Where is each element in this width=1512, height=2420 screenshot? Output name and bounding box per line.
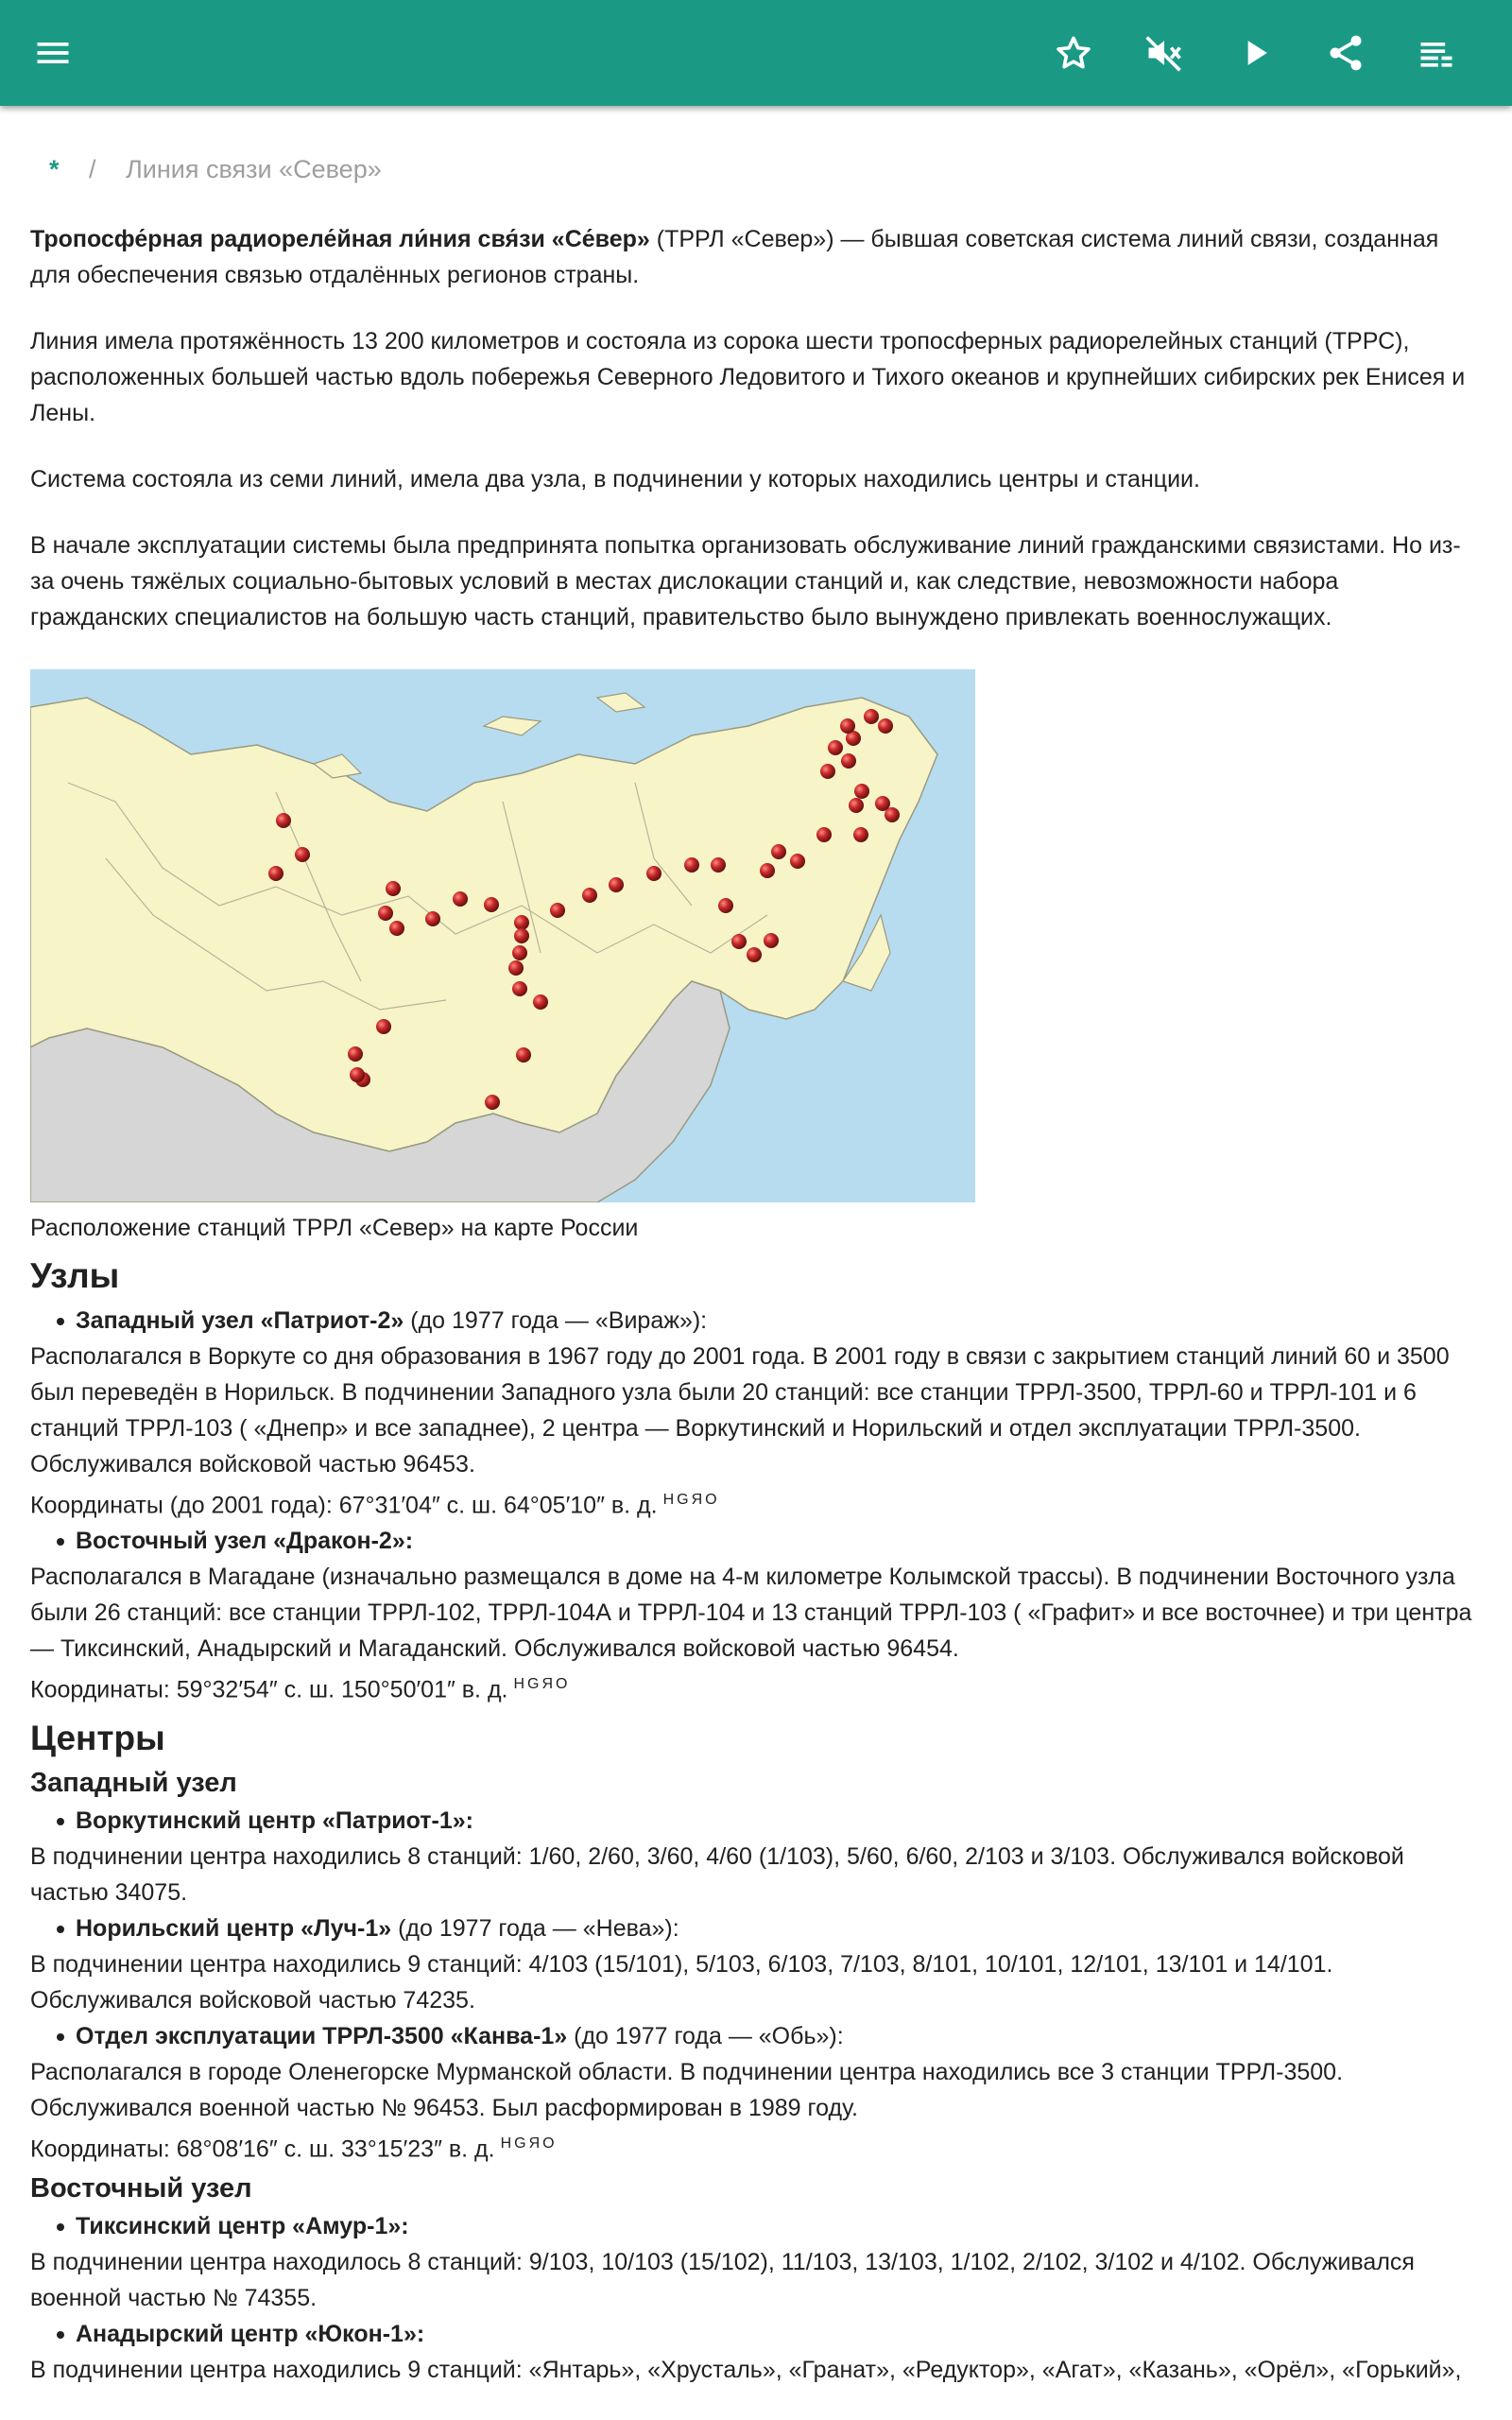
- tiksi-center-title: Тиксинский центр «Амур-1»:: [76, 2208, 1482, 2244]
- app-bar: [0, 0, 1512, 106]
- breadcrumb: [49, 151, 1482, 187]
- station-marker: [853, 827, 868, 842]
- station-marker: [820, 764, 835, 779]
- station-marker: [718, 898, 733, 913]
- east-node-title: Восточный узел «Дракон-2»:: [76, 1523, 1482, 1559]
- station-marker: [508, 960, 524, 976]
- breadcrumb-home[interactable]: *: [49, 155, 60, 183]
- vorkuta-center-text: В подчинении центра находились 8 станций: 1/60, 2/60, 3/60, 4/60 (1/103), 5/60, 6/60, 2/103 и 3/103. Обслуживался войсковой частью 34075.: [30, 1842, 1404, 1906]
- norilsk-center-text: В подчинении центра находились 9 станций: 4/103 (15/101), 5/103, 6/103, 7/103, 8/101, 10/101, 12/101, 13/101 и 14/101. Обслуживался войсковой частью 74235.: [30, 1950, 1333, 2014]
- mute-icon[interactable]: [1134, 23, 1194, 83]
- station-marker: [484, 897, 499, 912]
- station-marker: [816, 827, 832, 842]
- west-node-text: Располагался в Воркуте со дня образования в 1967 году до 2001 года. В 2001 году в связи с закрытием станций линий 60 и 3500 был переведён в Норильск. В подчинении Западного узла были 20 станций: все станции ТРРЛ-3500, ТРРЛ-60 и ТРРЛ-101 и 6 станций ТРРЛ-103 ( «Днепр» и все западнее), 2 центра — Воркутинский и Норильский и отдел эксплуатации ТРРЛ-3500. Обслуживался войсковой частью 96453.: [30, 1343, 1450, 1478]
- station-marker: [512, 945, 527, 960]
- station-marker: [514, 915, 529, 930]
- map-caption: Расположение станций ТРРЛ «Север» на карте России: [30, 1215, 639, 1241]
- vorkuta-center-title: Воркутинский центр «Патриот-1»:: [76, 1803, 1482, 1839]
- share-icon[interactable]: [1315, 23, 1376, 83]
- coords-link[interactable]: HGЯO: [662, 1492, 720, 1508]
- kanva-center-coords: Координаты: 68°08′16″ с. ш. 33°15′23″ в. д. $^{HGЯO}$: [30, 2135, 558, 2162]
- menu-icon[interactable]: [23, 23, 83, 83]
- station-marker: [485, 1095, 500, 1110]
- star-icon[interactable]: [1043, 23, 1104, 83]
- west-node-title: Западный узел «Патриот-2» (до 1977 года — «Вираж»):: [76, 1303, 1482, 1339]
- station-marker: [376, 1019, 391, 1034]
- centers-heading: Центры: [30, 1718, 165, 1757]
- station-marker: [295, 847, 310, 862]
- station-marker: [828, 740, 843, 755]
- station-marker: [646, 866, 662, 881]
- kanva-center-title: Отдел эксплуатации ТРРЛ-3500 «Канва-1» (до 1977 года — «Обь»):: [76, 2018, 1482, 2054]
- anadyr-center-text: В подчинении центра находились 9 станций: «Янтарь», «Хрусталь», «Гранат», «Редуктор», «Агат», «Казань», «Орёл», «Горький»,: [30, 2356, 1462, 2383]
- intro-paragraph-1: Тропосфе́рная радиореле́йная ли́ния свя́зи «Се́вер» (ТРРЛ «Север») — бывшая советская система линий связи, созданная для обеспечения связью отдалённых регионов страны.: [30, 226, 1439, 288]
- station-marker: [878, 718, 893, 734]
- station-marker: [841, 753, 856, 769]
- station-marker: [840, 718, 855, 734]
- station-marker: [849, 798, 864, 813]
- station-marker: [731, 934, 747, 949]
- article: [30, 151, 1482, 2388]
- station-marker: [550, 903, 565, 918]
- intro-paragraph-4: В начале эксплуатации системы была предпринята попытка организовать обслуживание линий гражданскими связистами. Но из-за очень тяжёлых социально-бытовых условий в местах дислокации станций и, как следствие, невозможности набора гражданских специалистов на большую часть станций, правительство было вынуждено привлекать военнослужащих.: [30, 532, 1461, 631]
- station-marker: [684, 857, 699, 873]
- centers-west-heading: Западный узел: [30, 1767, 237, 1798]
- station-marker: [582, 888, 597, 903]
- nodes-heading: Узлы: [30, 1256, 120, 1295]
- anadyr-center-title: Анадырский центр «Юкон-1»:: [76, 2316, 1482, 2352]
- station-marker: [711, 857, 726, 873]
- station-marker: [378, 906, 393, 921]
- station-marker: [771, 844, 786, 859]
- station-marker: [348, 1046, 363, 1062]
- station-marker: [790, 854, 805, 869]
- station-marker: [389, 921, 404, 936]
- station-marker: [514, 928, 529, 943]
- station-marker: [350, 1067, 365, 1082]
- station-marker: [453, 891, 468, 907]
- station-marker: [533, 994, 548, 1010]
- centers-east-heading: Восточный узел: [30, 2172, 252, 2204]
- stations-map[interactable]: [30, 669, 975, 1202]
- station-marker: [386, 881, 401, 896]
- east-node-text: Располагался в Магадане (изначально размещался в доме на 4-м километре Колымской трассы). В подчинении Восточного узла были 26 станций: все станции ТРРЛ-102, ТРРЛ-104А и ТРРЛ-104 и 13 станций ТРРЛ-103 ( «Графит» и все восточнее) и три центра — Тиксинский, Анадырский и Магаданский. Обслуживался войсковой частью 96454.: [30, 1564, 1472, 1663]
- station-marker: [268, 866, 284, 881]
- station-marker: [609, 877, 624, 892]
- station-marker: [764, 933, 779, 948]
- play-icon[interactable]: [1225, 23, 1285, 83]
- intro-paragraph-2: Линия имела протяжённость 13 200 километров и состояла из сорока шести тропосферных радиорелейных станций (ТРРС), расположенных большей частью вдоль побережья Северного Ледовитого и Тихого океанов и крупнейших сибирских рек Енисея и Лены.: [30, 328, 1466, 426]
- norilsk-center-title: Норильский центр «Луч-1» (до 1977 года — «Нева»):: [76, 1910, 1482, 1946]
- tiksi-center-text: В подчинении центра находилось 8 станций: 9/103, 10/103 (15/102), 11/103, 13/103, 1/102, 2/102, 3/102 и 4/102. Обслуживался военной частью № 74355.: [30, 2248, 1415, 2311]
- station-marker: [854, 784, 869, 799]
- kanva-center-text: Располагался в городе Оленегорске Мурманской области. В подчинении центра находились все 3 станции ТРРЛ-3500. Обслуживался военной частью № 96453. Был расформирован в 1989 году.: [30, 2058, 1344, 2121]
- east-node-coords: Координаты: 59°32′54″ с. ш. 150°50′01″ в. д. $^{HGЯO}$: [30, 1676, 571, 1703]
- station-marker: [864, 709, 879, 724]
- station-marker: [512, 981, 527, 996]
- station-marker: [276, 813, 291, 828]
- playlist-icon[interactable]: [1406, 23, 1467, 83]
- station-marker: [516, 1047, 531, 1063]
- west-node-coords: Координаты (до 2001 года): 67°31′04″ с. ш. 64°05′10″ в. д. $^{HGЯO}$: [30, 1492, 720, 1519]
- coords-link[interactable]: HGЯO: [513, 1676, 571, 1693]
- breadcrumb-current: Линия связи «Север»: [126, 155, 382, 183]
- station-marker: [425, 911, 440, 926]
- station-marker: [885, 807, 900, 822]
- breadcrumb-separator: /: [89, 155, 96, 183]
- station-marker: [760, 863, 775, 878]
- intro-paragraph-3: Система состояла из семи линий, имела два узла, в подчинении у которых находились центры и станции.: [30, 466, 1200, 493]
- station-marker: [747, 947, 762, 962]
- coords-link[interactable]: HGЯO: [500, 2135, 558, 2152]
